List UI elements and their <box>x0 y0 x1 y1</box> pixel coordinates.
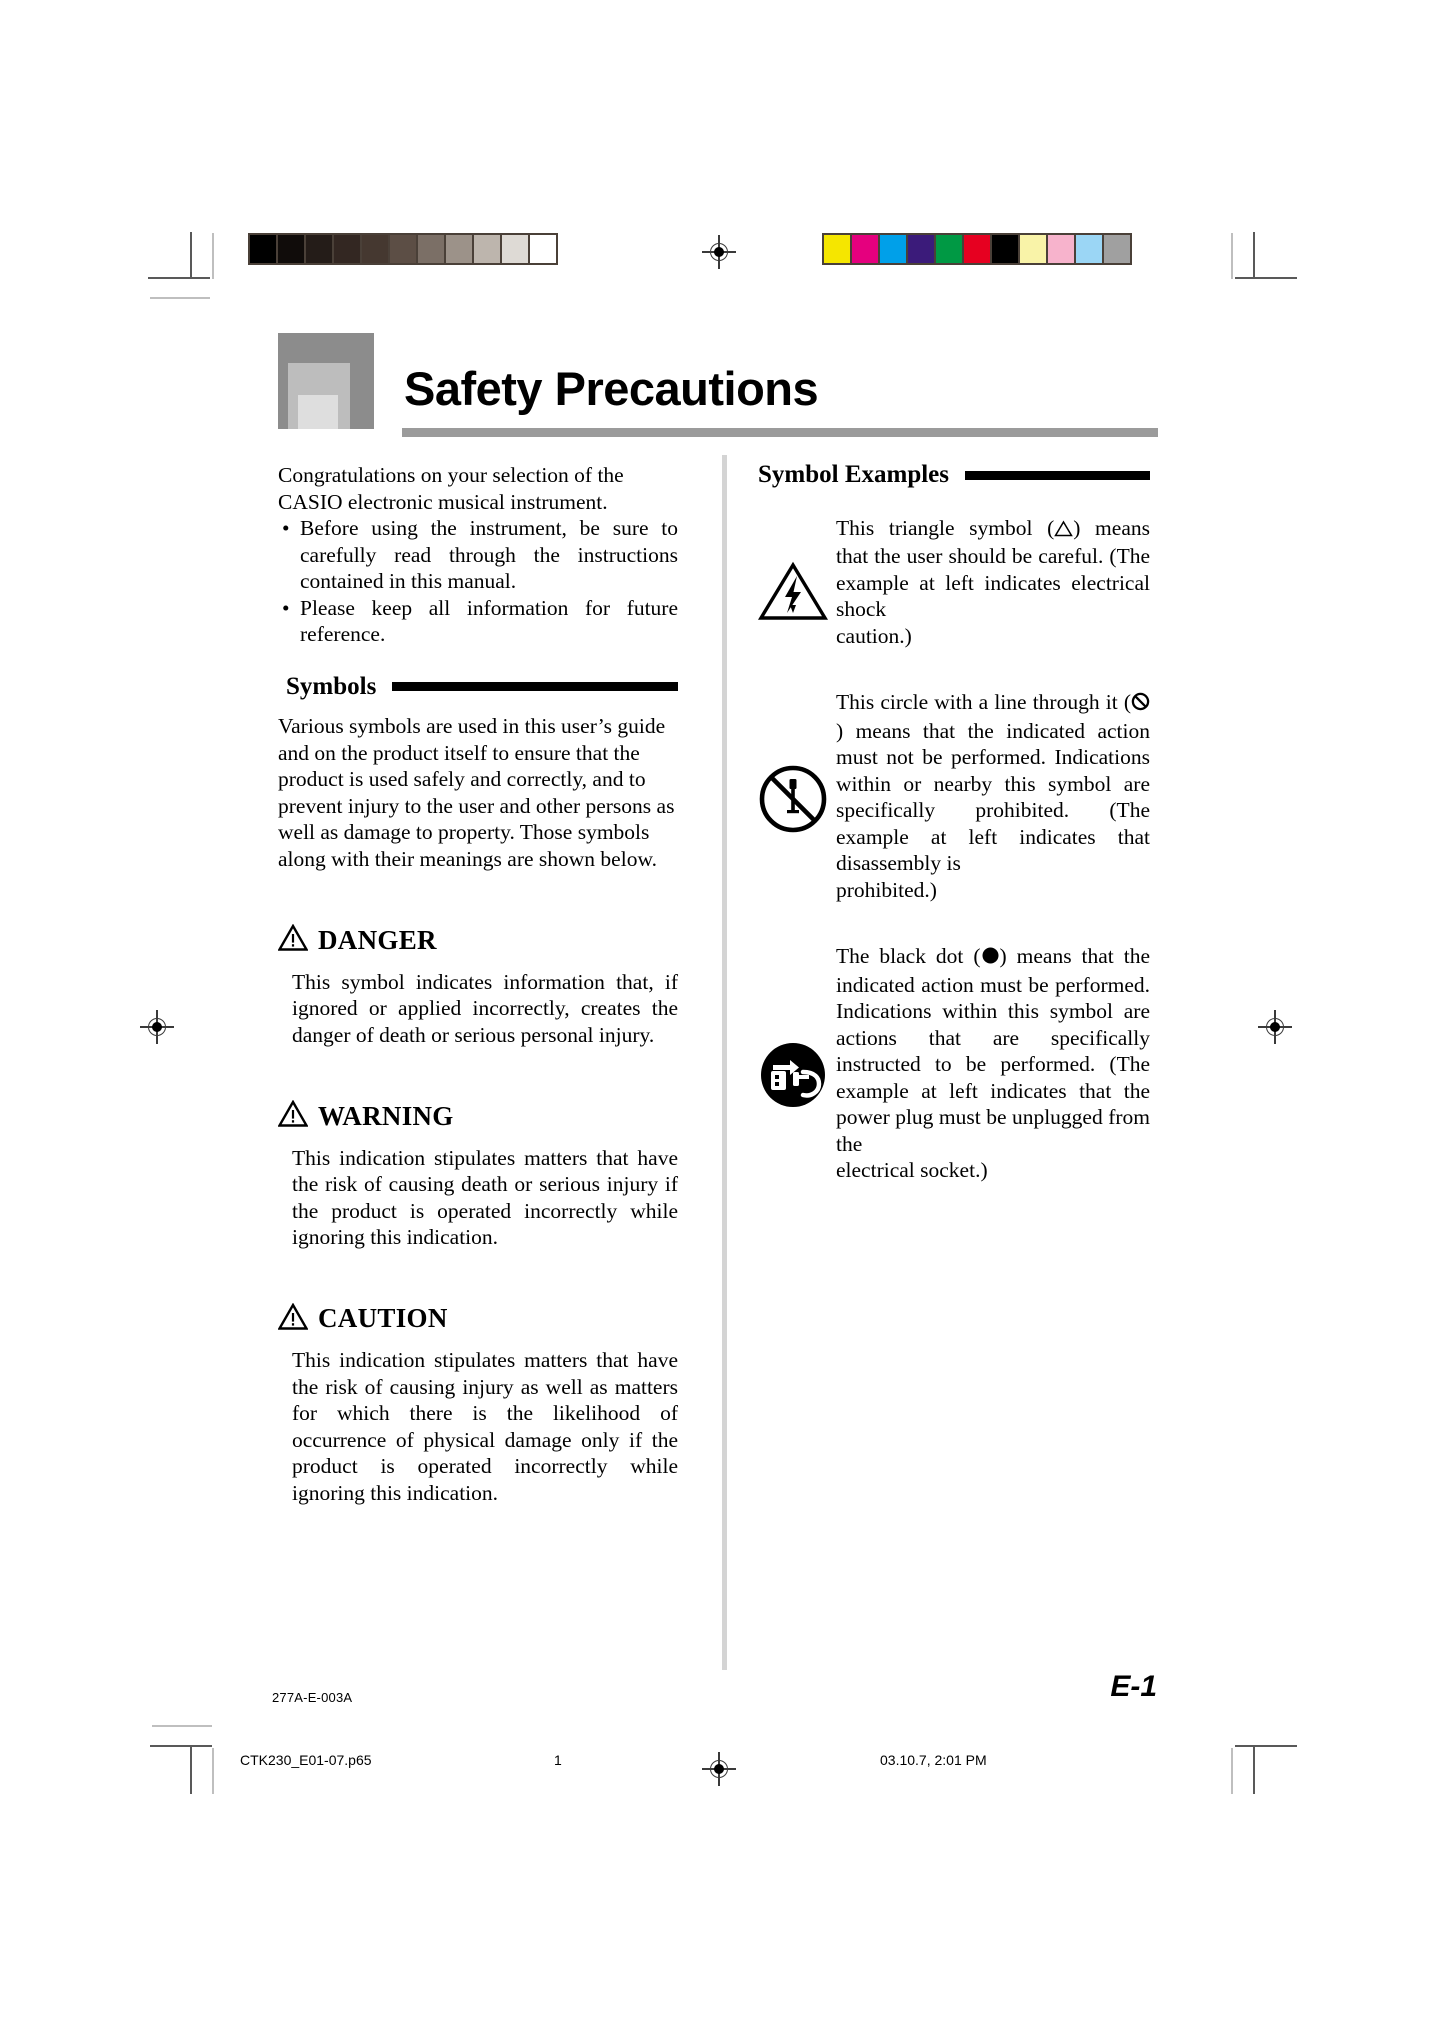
crop-mark-top-left-v <box>190 232 192 279</box>
symbols-heading-label: Symbols <box>286 672 377 700</box>
right-column <box>750 462 1150 1184</box>
crop-mark-top-left-bleed-v <box>212 233 214 279</box>
print-slug-timestamp: 03.10.7, 2:01 PM <box>880 1752 987 1768</box>
calibration-swatch <box>446 235 472 263</box>
warning-heading <box>278 1100 678 1132</box>
symbol-example-row <box>750 689 1150 903</box>
calibration-swatch <box>418 235 444 263</box>
caution-label: CAUTION <box>318 1303 448 1333</box>
calibration-swatch <box>362 235 388 263</box>
crop-mark-top-right-v <box>1253 232 1255 279</box>
danger-text: This symbol indicates information that, if ignored or applied incorrectly, creates the danger of death or serious personal injury. <box>292 969 678 1047</box>
example-text-tail: electrical socket.) <box>836 1158 988 1182</box>
crop-mark-top-left-h <box>148 277 210 279</box>
title-decoration <box>278 333 374 429</box>
triangle-outline-icon <box>1054 517 1073 544</box>
crop-mark-top-left-bleed-h <box>150 297 210 299</box>
symbol-example-row <box>750 515 1150 650</box>
caution-heading <box>278 1303 678 1335</box>
example-text-before: This circle with a line through it ( <box>836 690 1131 714</box>
symbol-example-text <box>836 943 1150 1184</box>
heading-rule <box>965 471 1150 480</box>
calibration-swatch <box>852 235 878 263</box>
danger-label: DANGER <box>318 924 437 955</box>
symbol-examples-heading <box>750 462 1150 489</box>
page-title: Safety Precautions <box>404 362 819 415</box>
example-text-before: This triangle symbol ( <box>836 515 1055 540</box>
calibration-swatch <box>502 235 528 263</box>
calibration-swatch <box>1104 235 1130 263</box>
crop-mark-top-right-bleed-v <box>1231 233 1233 279</box>
caution-text: This indication stipulates matters that have the risk of causing injury as well as matters for which there is the likelihood of occurrence of physical damage only if the product is operated incorrectly while ignoring this indication. <box>292 1348 678 1505</box>
danger-heading <box>278 924 678 956</box>
example-text-after: ) means that the indicated action must not be performed. Indications within or nearby this symbol are specifically prohibited. (The example at left indicates that disassembly is <box>836 718 1150 875</box>
warning-triangle-icon <box>278 1100 308 1132</box>
grayscale-calibration-bar <box>248 233 558 265</box>
example-text-before: The black dot ( <box>836 944 981 968</box>
example-text-tail: caution.) <box>836 623 912 648</box>
crop-mark-top-right-h <box>1235 277 1297 279</box>
calibration-swatch <box>824 235 850 263</box>
example-text-after: ) means that the indicated action must be performed. Indications within this symbol are actions that are specifically instructed to be performed. (The example at left indicates that the power plug must be unplugged from the <box>836 944 1150 1156</box>
warning-triangle-icon <box>278 924 308 956</box>
intro-bullet-list <box>278 515 678 648</box>
warning-triangle-icon <box>278 1303 308 1335</box>
intro-paragraph: Congratulations on your selection of the CASIO electronic musical instrument. <box>278 463 624 514</box>
calibration-swatch <box>1076 235 1102 263</box>
list-item: • Before using the instrument, be sure to carefully read through the instructions contained in this manual. <box>278 515 678 595</box>
heading-rule <box>392 682 678 691</box>
footer-document-code: 277A-E-003A <box>272 1690 353 1705</box>
left-column <box>278 462 678 1506</box>
calibration-swatch <box>908 235 934 263</box>
crop-mark-bottom-right-bleed-v <box>1231 1748 1233 1794</box>
calibration-swatch <box>278 235 304 263</box>
calibration-swatch <box>250 235 276 263</box>
registration-target-right <box>1258 1010 1292 1044</box>
calibration-swatch <box>1020 235 1046 263</box>
symbols-section-heading <box>278 674 678 701</box>
calibration-swatch <box>334 235 360 263</box>
example-text-tail: prohibited.) <box>836 877 937 902</box>
prohibition-circle-icon <box>1131 691 1150 718</box>
color-calibration-bar <box>822 233 1132 265</box>
warning-label: WARNING <box>318 1100 454 1131</box>
calibration-swatch <box>964 235 990 263</box>
symbol-example-row <box>750 943 1150 1184</box>
registration-target-bottom <box>702 1752 736 1786</box>
symbol-example-text <box>836 515 1150 650</box>
calibration-swatch <box>936 235 962 263</box>
no-disassembly-icon <box>750 689 836 835</box>
column-divider <box>722 455 727 1670</box>
crop-mark-bottom-left-bleed-v <box>212 1748 214 1794</box>
crop-mark-bottom-left-v <box>190 1747 192 1794</box>
crop-mark-bottom-right-v <box>1253 1747 1255 1794</box>
registration-target-left <box>140 1010 174 1044</box>
registration-target-top <box>702 235 736 269</box>
black-dot-icon <box>981 945 1000 972</box>
print-slug-filename: CTK230_E01-07.p65 <box>240 1752 372 1768</box>
calibration-swatch <box>474 235 500 263</box>
unplug-power-icon <box>750 943 836 1111</box>
symbol-example-text <box>836 689 1150 903</box>
symbol-examples-label: Symbol Examples <box>758 461 950 488</box>
calibration-swatch <box>306 235 332 263</box>
calibration-swatch <box>530 235 556 263</box>
calibration-swatch <box>1048 235 1074 263</box>
warning-text: This indication stipulates matters that have the risk of causing death or serious injury if the product is operated incorrectly while ignoring this indication. <box>292 1145 678 1249</box>
calibration-swatch <box>880 235 906 263</box>
crop-mark-bottom-right-h <box>1235 1745 1297 1747</box>
page-number: E-1 <box>1110 1670 1157 1703</box>
crop-mark-bottom-left-bleed-h <box>152 1725 212 1727</box>
calibration-swatch <box>390 235 416 263</box>
electric-shock-triangle-icon <box>750 515 836 623</box>
page-title-block <box>278 333 1158 438</box>
calibration-swatch <box>992 235 1018 263</box>
crop-mark-bottom-left-h <box>150 1745 212 1747</box>
symbols-paragraph: Various symbols are used in this user’s guide and on the product itself to ensure that the product is used safely and correctly, and to prevent injury to the user and other persons as well as damage to property. Those symbols along with their meanings are shown below. <box>278 714 675 871</box>
print-slug-page: 1 <box>554 1752 562 1768</box>
list-item: • Please keep all information for future reference. <box>278 595 678 648</box>
example-text-after: ) means that the user should be careful. (The example at left indicates electrical shock <box>836 515 1150 621</box>
title-rule <box>402 428 1158 437</box>
